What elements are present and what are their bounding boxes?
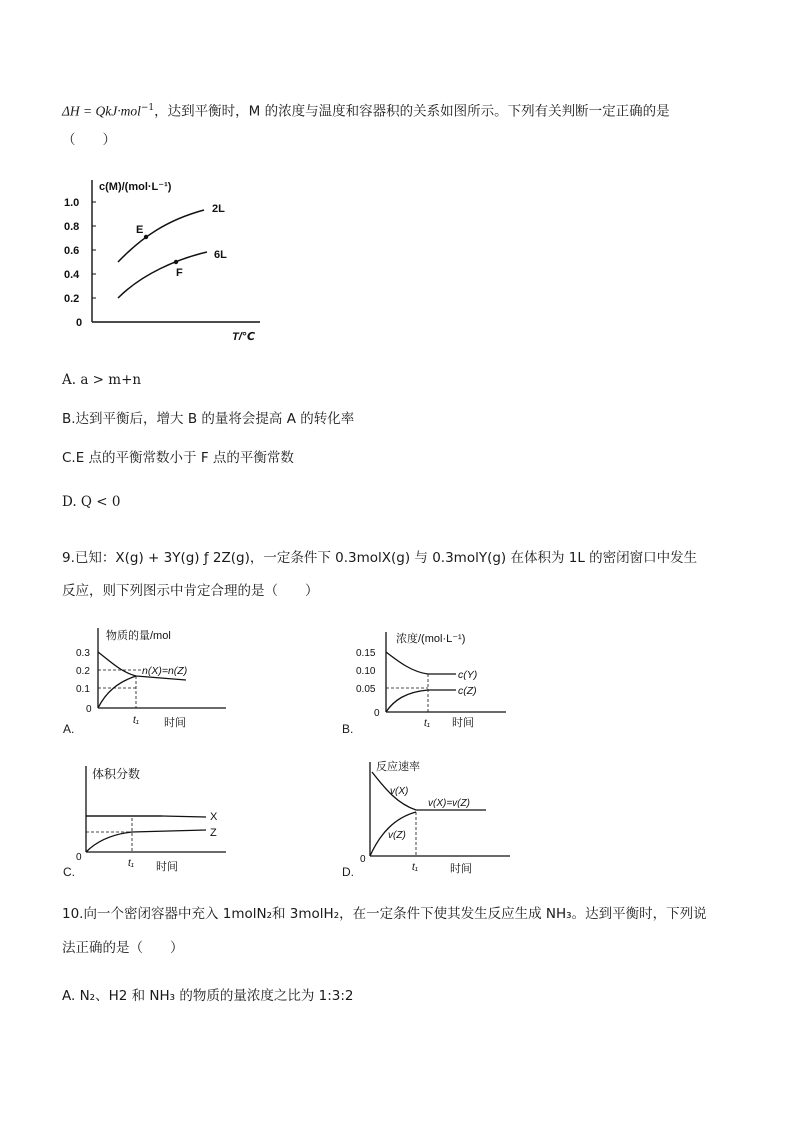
q8-concentration-chart — [62, 172, 272, 344]
q9b-x-label: 时间 — [452, 717, 474, 729]
q9b-y-label: 浓度/(mol·L⁻¹) — [396, 633, 466, 645]
q9c-t1: t₁ — [128, 858, 134, 869]
q9a-x-label: 时间 — [164, 717, 186, 729]
q9b-ytick-010: 0.10 — [356, 666, 376, 677]
q9d-y-label: 反应速率 — [376, 761, 420, 773]
q9-stem-line2: 反应，则下列图示中肯定合理的是（ ） — [62, 583, 319, 599]
q10-stem-line1: 10.向一个密闭容器中充入 1molN₂和 3molH₂，在一定条件下使其发生反应生成 NH₃。达到平衡时，下列说 — [62, 906, 707, 922]
q8-curve-6l — [118, 252, 207, 298]
q9a-curve-z — [98, 676, 136, 708]
q9c-label-x: X — [210, 811, 218, 823]
q9c-x-label: 时间 — [156, 861, 178, 873]
q9-graph-d — [346, 756, 516, 878]
q8-option-c: C.E 点的平衡常数小于 F 点的平衡常数 — [62, 450, 294, 466]
q9-stem-line1: 9.已知：X(g) + 3Y(g) ƒ 2Z(g)，一定条件下 0.3molX(g) 与 0.3molY(g) 在体积为 1L 的密闭窗口中发生 — [62, 550, 698, 566]
q8-option-a: A. a > m+n — [62, 372, 142, 388]
q9a-ytick-03: 0.3 — [76, 648, 90, 659]
q8-ytick-5: 0.2 — [64, 293, 80, 305]
q8-unit-sup: −1 — [140, 103, 155, 113]
q9a-t1: t₁ — [133, 715, 139, 726]
q9a-curve-label: n(X)=n(Z) — [142, 665, 188, 677]
q9b-ytick-005: 0.05 — [356, 684, 376, 695]
q10-stem-line2: 法正确的是（ ） — [62, 940, 184, 956]
q10-option-a: A. N₂、H2 和 NH₃ 的物质的量浓度之比为 1:3:2 — [62, 988, 354, 1004]
q8-y-axis-label: c(M)/(mol·L⁻¹) — [99, 181, 172, 193]
q8-ytick-1: 1.0 — [64, 197, 80, 209]
q9b-curve-z — [386, 690, 456, 712]
q8-point-e-label: E — [136, 224, 144, 236]
q9b-ytick-0: 0 — [374, 708, 380, 719]
q9-graph-c — [66, 760, 236, 878]
q9-option-c-letter: C. — [63, 865, 75, 879]
q8-intro-line — [62, 98, 670, 122]
q9b-ytick-015: 0.15 — [356, 648, 376, 659]
q9a-y-label: 物质的量/mol — [106, 630, 171, 642]
q9-graph-a — [66, 622, 236, 732]
q9d-t1: t₁ — [412, 862, 418, 873]
q8-ytick-4: 0.4 — [64, 269, 80, 281]
q9c-origin: 0 — [76, 852, 82, 863]
q8-label-2l: 2L — [212, 203, 225, 215]
q9b-label-cz: c(Z) — [458, 685, 477, 697]
q9c-y-label: 体积分数 — [92, 767, 141, 781]
q8-curve-2l — [118, 210, 204, 262]
q9c-curve-z — [86, 830, 206, 852]
q9b-t1: t₁ — [424, 718, 430, 729]
q9d-origin: 0 — [360, 854, 366, 865]
q9b-curve-y — [386, 652, 456, 674]
q8-point-f-marker — [174, 260, 178, 264]
q8-ytick-3: 0.6 — [64, 245, 80, 257]
q9d-label-equal: v(X)=v(Z) — [428, 798, 470, 809]
q8-point-f-label: F — [176, 267, 183, 279]
q9a-ytick-02: 0.2 — [76, 666, 90, 677]
q8-x-axis-label: T/℃ — [232, 331, 256, 343]
q9d-x-label: 时间 — [450, 863, 472, 875]
q9-option-a-letter: A. — [63, 722, 75, 736]
q9a-ytick-01: 0.1 — [76, 684, 90, 695]
q9c-label-z: Z — [210, 827, 217, 839]
q8-answer-paren: （ ） — [62, 132, 116, 148]
q8-ytick-0: 0 — [76, 317, 83, 329]
q8-option-b: B.达到平衡后，增大 B 的量将会提高 A 的转化率 — [62, 411, 355, 427]
q8-option-d: D. Q < 0 — [62, 494, 121, 510]
q9b-label-cy: c(Y) — [458, 669, 478, 681]
q8-point-e-marker — [144, 235, 148, 239]
q8-delta-h: ΔH = QkJ·mol — [62, 103, 141, 119]
q9-option-d-letter: D. — [342, 865, 354, 879]
q9-option-b-letter: B. — [342, 722, 354, 736]
q9a-ytick-0: 0 — [86, 704, 92, 715]
q8-ytick-2: 0.8 — [64, 221, 80, 233]
q8-intro-text: ，达到平衡时，M 的浓度与温度和容器积的关系如图所示。下列有关判断一定正确的是 — [154, 103, 670, 120]
q9d-label-vz: v(Z) — [388, 830, 406, 841]
q9d-label-vx: v(X) — [390, 786, 409, 797]
q8-label-6l: 6L — [214, 249, 227, 261]
q9-graph-b — [344, 626, 514, 734]
